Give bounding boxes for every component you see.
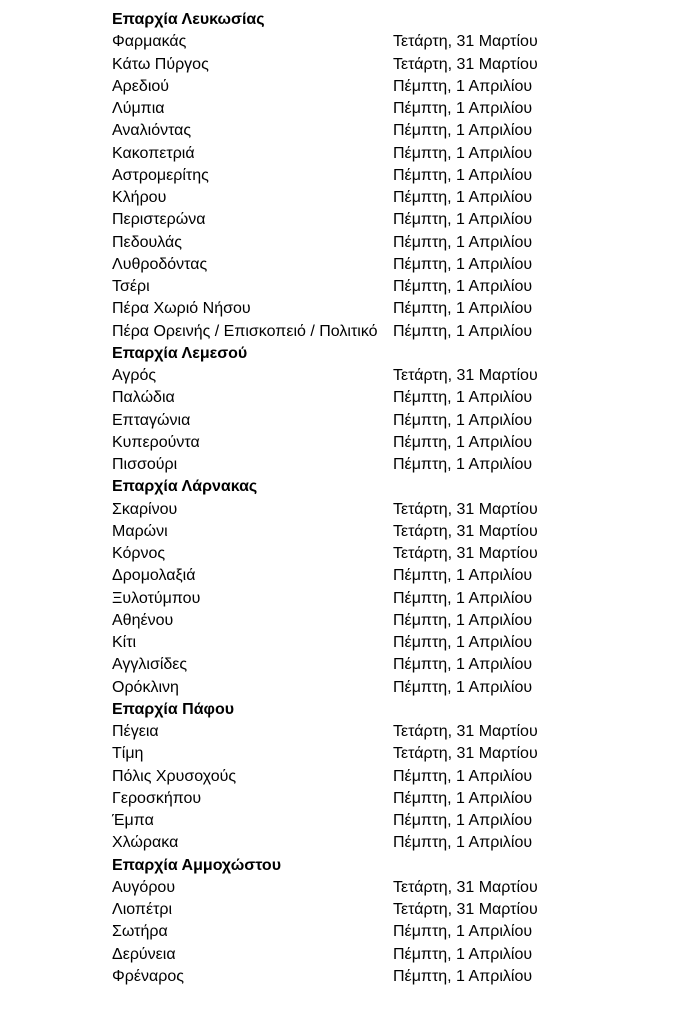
- visit-date: Πέμπτη, 1 Απριλίου: [393, 456, 533, 473]
- village-name: Δερύνεια: [112, 945, 176, 963]
- vaccination-schedule-document: [112, 9, 672, 988]
- visit-date: Πέμπτη, 1 Απριλίου: [393, 567, 533, 585]
- village-name: Αναλιόντας: [112, 122, 192, 140]
- district-heading: Επαρχία Πάφου: [112, 700, 235, 718]
- district-heading: Επαρχία Λάρνακας: [112, 478, 258, 496]
- visit-date: Τετάρτη, 31 Μαρτίου: [393, 878, 538, 896]
- schedule-row: [112, 254, 672, 276]
- visit-date: Πέμπτη, 1 Απριλίου: [393, 189, 533, 206]
- schedule-row: [112, 810, 672, 832]
- visit-date: Τετάρτη, 31 Μαρτίου: [393, 745, 538, 763]
- visit-date: Πέμπτη, 1 Απριλίου: [393, 144, 533, 162]
- visit-date: Τετάρτη, 31 Μαρτίου: [393, 55, 538, 73]
- schedule-row: [112, 632, 672, 654]
- schedule-row: [112, 143, 672, 165]
- visit-date: Πέμπτη, 1 Απριλίου: [393, 767, 533, 785]
- village-name: Χλώρακα: [112, 834, 179, 852]
- schedule-row: [112, 321, 672, 343]
- schedule-row: [112, 654, 672, 676]
- village-name: Αστρομερίτης: [112, 166, 209, 184]
- schedule-row: [112, 832, 672, 854]
- visit-date: Πέμπτη, 1 Απριλίου: [393, 411, 533, 429]
- village-name: Πισσούρι: [112, 456, 178, 473]
- schedule-row: [112, 165, 672, 187]
- village-name: Κλήρου: [112, 189, 167, 206]
- schedule-row: [112, 788, 672, 810]
- schedule-row: [112, 588, 672, 610]
- district-section: [112, 855, 672, 989]
- visit-date: Πέμπτη, 1 Απριλίου: [393, 611, 533, 629]
- schedule-row: [112, 966, 672, 988]
- village-name: Κόρνος: [112, 545, 166, 562]
- village-name: Κίτι: [112, 634, 137, 651]
- village-name: Αγγλισίδες: [112, 656, 188, 674]
- village-name: Λιοπέτρι: [112, 901, 173, 918]
- village-name: Δρομολαξιά: [112, 567, 196, 585]
- schedule-row: [112, 899, 672, 921]
- village-name: Σωτήρα: [112, 923, 168, 941]
- visit-date: Τετάρτη, 31 Μαρτίου: [393, 33, 538, 51]
- schedule-row: [112, 276, 672, 298]
- visit-date: Πέμπτη, 1 Απριλίου: [393, 233, 533, 251]
- district-section: [112, 9, 672, 343]
- visit-date: Πέμπτη, 1 Απριλίου: [393, 812, 533, 829]
- schedule-row: [112, 677, 672, 699]
- schedule-row: [112, 766, 672, 788]
- schedule-row: [112, 31, 672, 53]
- village-name: Φαρμακάς: [112, 33, 187, 51]
- village-name: Αρεδιού: [112, 77, 170, 95]
- village-name: Κυπερούντα: [112, 433, 200, 451]
- district-section: [112, 699, 672, 855]
- schedule-row: [112, 721, 672, 743]
- schedule-row: [112, 387, 672, 409]
- schedule-row: [112, 610, 672, 632]
- visit-date: Πέμπτη, 1 Απριλίου: [393, 634, 533, 651]
- village-name: Πόλις Χρυσοχούς: [112, 767, 237, 785]
- schedule-row: [112, 543, 672, 565]
- village-name: Κάτω Πύργος: [112, 55, 209, 73]
- district-heading: Επαρχία Λευκωσίας: [112, 11, 265, 28]
- schedule-row: [112, 410, 672, 432]
- visit-date: Τετάρτη, 31 Μαρτίου: [393, 522, 538, 540]
- visit-date: Πέμπτη, 1 Απριλίου: [393, 923, 533, 941]
- village-name: Περιστερώνα: [112, 211, 206, 229]
- visit-date: Πέμπτη, 1 Απριλίου: [393, 255, 533, 273]
- village-name: Αυγόρου: [112, 878, 176, 896]
- village-name: Μαρώνι: [112, 522, 168, 540]
- village-name: Σκαρίνου: [112, 500, 178, 518]
- schedule-row: [112, 120, 672, 142]
- village-name: Αγρός: [112, 367, 157, 384]
- village-name: Πέρα Ορεινής / Επισκοπειό / Πολιτικό: [112, 322, 378, 340]
- schedule-row: [112, 54, 672, 76]
- schedule-row: [112, 499, 672, 521]
- visit-date: Τετάρτη, 31 Μαρτίου: [393, 901, 538, 918]
- district-section: [112, 343, 672, 477]
- schedule-row: [112, 521, 672, 543]
- schedule-row: [112, 209, 672, 231]
- visit-date: Πέμπτη, 1 Απριλίου: [393, 589, 533, 607]
- village-name: Επταγώνια: [112, 411, 191, 429]
- village-name: Ορόκλινη: [112, 678, 179, 696]
- schedule-row: [112, 187, 672, 209]
- schedule-row: [112, 232, 672, 254]
- village-name: Παλώδια: [112, 389, 175, 407]
- visit-date: Τετάρτη, 31 Μαρτίου: [393, 545, 538, 562]
- schedule-row: [112, 921, 672, 943]
- village-name: Αθηένου: [112, 611, 174, 629]
- visit-date: Πέμπτη, 1 Απριλίου: [393, 166, 533, 184]
- schedule-row: [112, 76, 672, 98]
- visit-date: Πέμπτη, 1 Απριλίου: [393, 211, 533, 229]
- schedule-row: [112, 298, 672, 320]
- visit-date: Τετάρτη, 31 Μαρτίου: [393, 500, 538, 518]
- schedule-row: [112, 743, 672, 765]
- schedule-row: [112, 944, 672, 966]
- schedule-row: [112, 432, 672, 454]
- visit-date: Πέμπτη, 1 Απριλίου: [393, 278, 533, 295]
- visit-date: Πέμπτη, 1 Απριλίου: [393, 656, 533, 674]
- visit-date: Πέμπτη, 1 Απριλίου: [393, 300, 533, 318]
- district-heading: Επαρχία Λεμεσού: [112, 344, 248, 362]
- schedule-row: [112, 454, 672, 476]
- schedule-row: [112, 98, 672, 120]
- visit-date: Πέμπτη, 1 Απριλίου: [393, 122, 533, 140]
- schedule-row: [112, 877, 672, 899]
- village-name: Φρέναρος: [112, 967, 184, 985]
- village-name: Κακοπετριά: [112, 144, 195, 162]
- visit-date: Πέμπτη, 1 Απριλίου: [393, 945, 533, 963]
- schedule-row: [112, 365, 672, 387]
- visit-date: Πέμπτη, 1 Απριλίου: [393, 389, 533, 407]
- visit-date: Πέμπτη, 1 Απριλίου: [393, 322, 533, 340]
- village-name: Έμπα: [112, 812, 154, 829]
- visit-date: Πέμπτη, 1 Απριλίου: [393, 433, 533, 451]
- village-name: Ξυλοτύμπου: [112, 589, 201, 607]
- visit-date: Τετάρτη, 31 Μαρτίου: [393, 723, 538, 740]
- visit-date: Τετάρτη, 31 Μαρτίου: [393, 367, 538, 384]
- district-section: [112, 476, 672, 699]
- village-name: Πέγεια: [112, 723, 159, 740]
- visit-date: Πέμπτη, 1 Απριλίου: [393, 967, 533, 985]
- visit-date: Πέμπτη, 1 Απριλίου: [393, 77, 533, 95]
- village-name: Πεδουλάς: [112, 233, 182, 251]
- visit-date: Πέμπτη, 1 Απριλίου: [393, 100, 533, 117]
- village-name: Πέρα Χωριό Νήσου: [112, 300, 251, 318]
- district-heading: Επαρχία Αμμοχώστου: [112, 856, 281, 874]
- schedule-row: [112, 565, 672, 587]
- village-name: Λύμπια: [112, 100, 165, 117]
- visit-date: Πέμπτη, 1 Απριλίου: [393, 834, 533, 852]
- village-name: Τσέρι: [112, 278, 150, 295]
- village-name: Λυθροδόντας: [112, 255, 208, 273]
- village-name: Γεροσκήπου: [112, 789, 202, 807]
- village-name: Τίμη: [112, 745, 144, 763]
- visit-date: Πέμπτη, 1 Απριλίου: [393, 789, 533, 807]
- visit-date: Πέμπτη, 1 Απριλίου: [393, 678, 533, 696]
